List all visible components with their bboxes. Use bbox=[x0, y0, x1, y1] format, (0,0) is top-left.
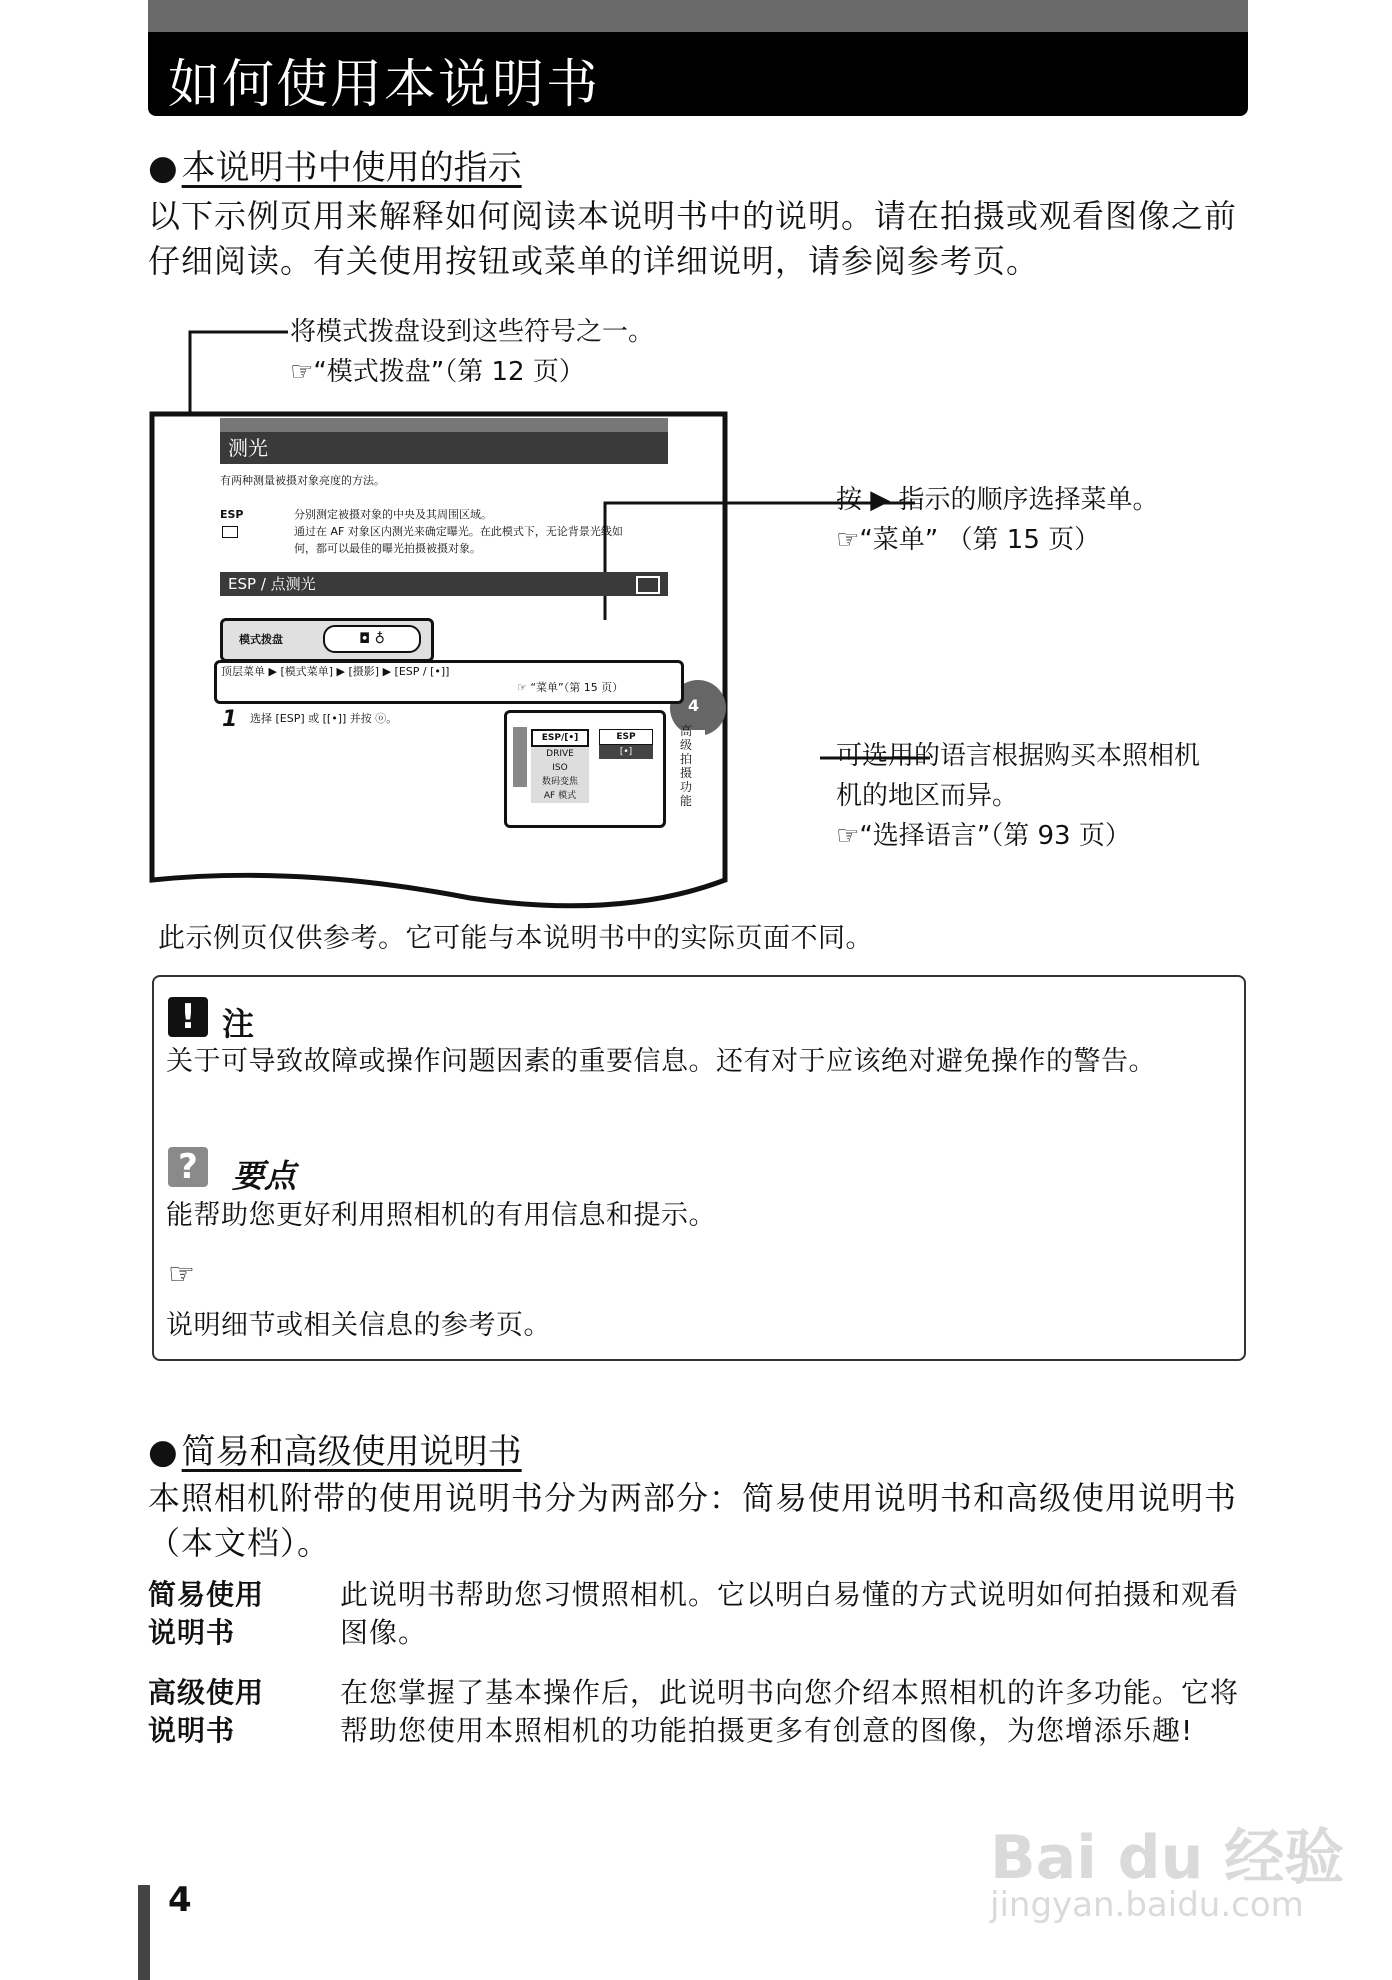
menu-callout-line1: 按 ▶ 指示的顺序选择菜单。 bbox=[836, 485, 1159, 515]
bullet: ● bbox=[148, 1432, 178, 1472]
language-callout bbox=[836, 736, 1200, 856]
reference-icon: ☞ bbox=[836, 525, 860, 555]
watermark-logo: Bai du 经验 bbox=[990, 1823, 1345, 1893]
language-callout-line2: 机的地区而异。 bbox=[836, 781, 1019, 811]
mode-dial-icons bbox=[323, 625, 421, 653]
reference-icon: ☞ bbox=[836, 821, 860, 851]
menu-callout-ref: “菜单” （第 15 页） bbox=[859, 525, 1101, 555]
definition-term-basic bbox=[148, 1576, 264, 1652]
scene-icon: ♁ bbox=[374, 631, 385, 647]
lcd-option-spot: [•] bbox=[599, 745, 653, 759]
language-callout-line1: 可选用的语言根据购买本照相机 bbox=[836, 741, 1201, 771]
caution-icon: ! bbox=[168, 997, 208, 1037]
term-line2: 说明书 bbox=[148, 1714, 236, 1747]
spot-icon-bar bbox=[636, 576, 660, 594]
sample-esp-desc1: 分别测定被摄对象的中央及其周围区域。 bbox=[294, 508, 492, 521]
question-icon: ? bbox=[168, 1147, 208, 1187]
caution-title: 注 bbox=[222, 1005, 255, 1043]
side-tab-text: 高级拍摄功能 bbox=[680, 724, 693, 808]
section2-intro: 本照相机附带的使用说明书分为两部分：简易使用说明书和高级使用说明书（本文档）。 bbox=[148, 1479, 1238, 1562]
section1-intro: 以下示例页用来解释如何阅读本说明书中的说明。请在拍摄或观看图像之前仔细阅读。有关使用按钮或菜单的详细说明，请参阅参考页。 bbox=[148, 197, 1238, 280]
menu-callout bbox=[836, 480, 1159, 560]
section1-heading-text: 本说明书中使用的指示 bbox=[181, 148, 522, 188]
bullet: ● bbox=[148, 148, 178, 188]
lcd-item-iso: ISO bbox=[531, 761, 589, 775]
sample-esp-desc2: 通过在 AF 对象区内测光来确定曝光。在此模式下，无论背景光线如 bbox=[294, 525, 623, 538]
mode-dial-callout-line1: 将模式拨盘设到这些符号之一。 bbox=[290, 317, 655, 347]
lcd-menu-list bbox=[531, 729, 589, 803]
mode-dial-label: 模式拨盘 bbox=[239, 633, 283, 646]
section2-heading-text: 简易和高级使用说明书 bbox=[181, 1432, 522, 1472]
watermark-url: jingyan.baidu.com bbox=[990, 1885, 1304, 1925]
sample-gray-strip bbox=[220, 418, 668, 432]
sample-esp-label: ESP bbox=[220, 508, 244, 521]
lcd-item-zoom: 数码变焦 bbox=[531, 775, 589, 789]
caution-text: 关于可导致故障或操作问题因素的重要信息。还有对于应该绝对避免操作的警告。 bbox=[166, 1046, 1156, 1077]
page-title: 如何使用本说明书 bbox=[168, 55, 601, 115]
sample-menu-ref: ☞ “菜单”（第 15 页） bbox=[517, 681, 624, 694]
definition-desc-advanced: 在您掌握了基本操作后，此说明书向您介绍本照相机的许多功能。它将帮助您使用本照相机的功能拍摄更多有创意的图像，为您增添乐趣! bbox=[340, 1676, 1240, 1747]
camera-icon: ◘ bbox=[359, 631, 371, 647]
lcd-tab bbox=[513, 727, 527, 787]
sample-esp-desc3: 何，都可以最佳的曝光拍摄被摄对象。 bbox=[294, 542, 481, 555]
mode-dial-callout-ref: “模式拨盘”（第 12 页） bbox=[313, 357, 585, 387]
menu-path-box bbox=[214, 660, 684, 704]
definition-desc-basic: 此说明书帮助您习惯照相机。它以明白易懂的方式说明如何拍摄和观看图像。 bbox=[340, 1578, 1240, 1649]
reference-icon: ☞ bbox=[290, 357, 314, 387]
title-bar bbox=[148, 32, 1248, 116]
term-line2: 说明书 bbox=[148, 1616, 236, 1649]
step-number: 1 bbox=[222, 707, 238, 732]
mode-dial-callout bbox=[290, 312, 654, 392]
note-box bbox=[152, 975, 1246, 1361]
lcd-item-drive: DRIVE bbox=[531, 747, 589, 761]
tips-text: 能帮助您更好利用照相机的有用信息和提示。 bbox=[166, 1200, 716, 1231]
tips-title: 要点 bbox=[232, 1157, 297, 1195]
sample-desc: 有两种测量被摄对象亮度的方法。 bbox=[220, 474, 385, 487]
header-strip bbox=[148, 0, 1248, 32]
lcd-option-esp: ESP bbox=[599, 729, 653, 745]
page-marker bbox=[138, 1885, 150, 1980]
section1-heading bbox=[148, 140, 522, 189]
chapter-number: 4 bbox=[688, 696, 700, 715]
definition-term-advanced bbox=[148, 1674, 264, 1750]
mode-dial-box bbox=[220, 618, 434, 662]
sample-title: 测光 bbox=[220, 432, 668, 464]
term-line1: 简易使用 bbox=[148, 1578, 265, 1611]
section2-heading bbox=[148, 1424, 522, 1473]
lcd-screen bbox=[504, 710, 666, 828]
reference-text: 说明细节或相关信息的参考页。 bbox=[166, 1310, 551, 1341]
lcd-item-esp: ESP/[•] bbox=[531, 729, 589, 747]
spot-icon bbox=[222, 526, 238, 538]
language-callout-ref: “选择语言”（第 93 页） bbox=[859, 821, 1131, 851]
reference-icon: ☞ bbox=[168, 1257, 195, 1292]
sample-bar: ESP / 点测光 bbox=[220, 572, 668, 596]
step-text: 选择 [ESP] 或 [[•]] 并按 ⓞ。 bbox=[250, 712, 398, 725]
lcd-item-af: AF 模式 bbox=[531, 789, 589, 803]
lcd-options bbox=[599, 729, 653, 759]
term-line1: 高级使用 bbox=[148, 1676, 265, 1709]
page-number: 4 bbox=[168, 1880, 192, 1920]
sample-note: 此示例页仅供参考。它可能与本说明书中的实际页面不同。 bbox=[158, 923, 873, 954]
menu-path: 顶层菜单 ▶ [模式菜单] ▶ [摄影] ▶ [ESP / [•]] bbox=[221, 665, 450, 678]
